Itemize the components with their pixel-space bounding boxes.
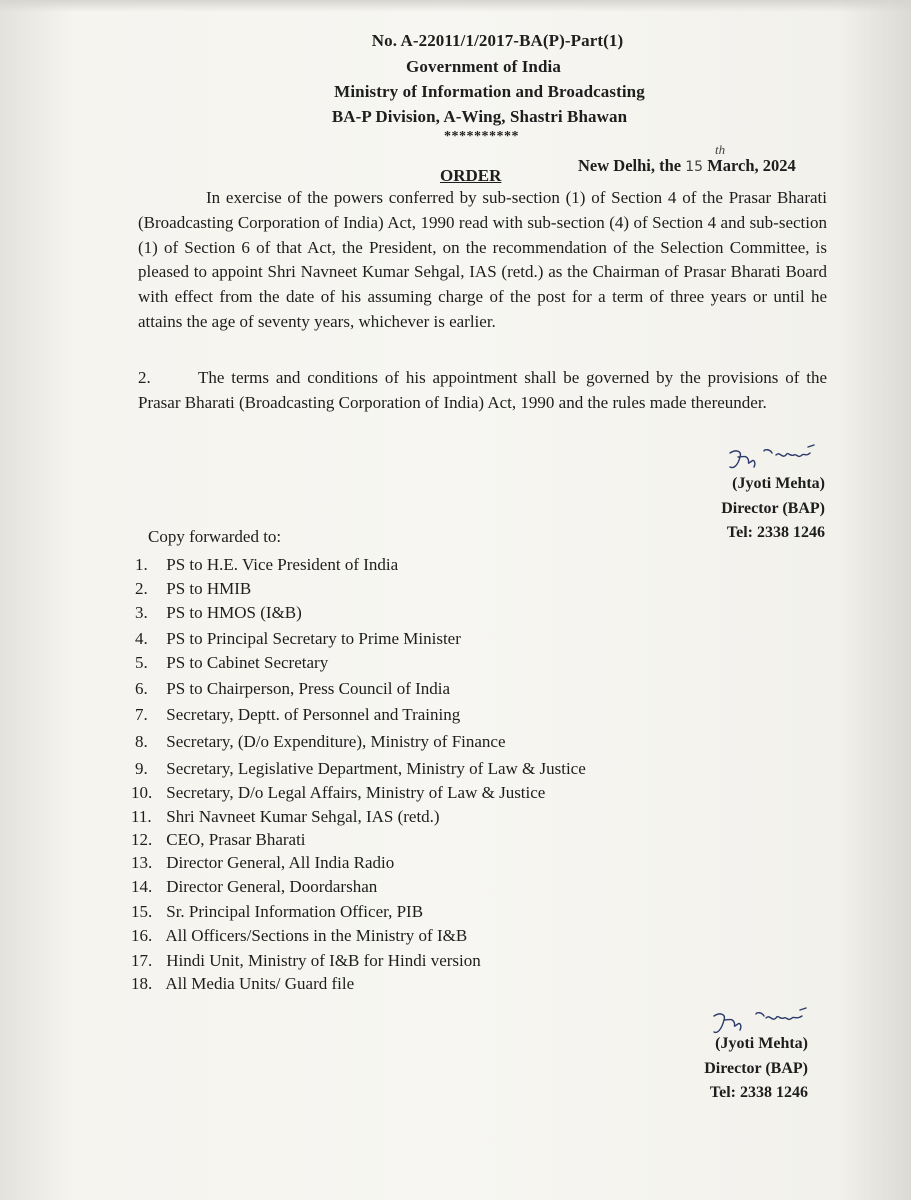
copy-forwarded-heading: Copy forwarded to: xyxy=(148,527,282,546)
government-line: Government of India xyxy=(406,57,561,76)
list-item: 14. Director General, Doordarshan xyxy=(131,877,378,896)
ministry-line: Ministry of Information and Broadcasting xyxy=(334,82,645,101)
list-item: 10. Secretary, D/o Legal Affairs, Ministry of Law & Justice xyxy=(131,783,546,802)
signature-block-2 xyxy=(704,1032,808,1106)
signatory-tel: Tel: 2338 1246 xyxy=(726,524,825,541)
list-item: 2. PS to HMIB xyxy=(135,579,252,598)
order-title: ORDER xyxy=(440,166,502,185)
list-item: 7. Secretary, Deptt. of Personnel and Training xyxy=(135,705,461,724)
signatory-designation: Director (BAP) xyxy=(721,499,825,517)
list-item: 15. Sr. Principal Information Officer, PIB xyxy=(131,902,424,921)
list-item: 5. PS to Cabinet Secretary xyxy=(135,653,329,672)
date-day-suffix: th xyxy=(715,142,726,157)
list-item: 9. Secretary, Legislative Department, Ministry of Law & Justice xyxy=(135,759,586,778)
list-item: 1. PS to H.E. Vice President of India xyxy=(135,555,399,574)
list-item: 3. PS to HMOS (I&B) xyxy=(135,603,302,622)
list-item: 12. CEO, Prasar Bharati xyxy=(131,830,306,849)
paragraph-2 xyxy=(138,366,827,416)
signatory-name: (Jyoti Mehta) xyxy=(732,475,825,492)
date-month-year: March, 2024 xyxy=(707,156,796,175)
header-separator: ********** xyxy=(444,129,519,144)
list-item: 13. Director General, All India Radio xyxy=(131,853,395,872)
list-item: 18. All Media Units/ Guard file xyxy=(131,974,355,993)
paragraph-2-number: 2. xyxy=(138,368,151,387)
file-number: No. A-22011/1/2017-BA(P)-Part(1) xyxy=(371,31,624,50)
list-item: 4. PS to Principal Secretary to Prime Minister xyxy=(135,629,461,648)
list-item: 11. Shri Navneet Kumar Sehgal, IAS (retd.) xyxy=(131,807,440,826)
date-prefix: New Delhi, the xyxy=(578,156,682,175)
list-item: 6. PS to Chairperson, Press Council of India xyxy=(135,679,451,698)
order-date xyxy=(578,142,838,176)
division-line: BA-P Division, A-Wing, Shastri Bhawan xyxy=(331,107,628,126)
signatory-tel: Tel: 2338 1246 xyxy=(709,1084,808,1101)
signatory-name: (Jyoti Mehta) xyxy=(715,1035,808,1052)
date-day: 15 xyxy=(685,159,704,175)
list-item: 8. Secretary, (D/o Expenditure), Ministry of Finance xyxy=(135,732,506,751)
page-edge-shadow xyxy=(0,0,911,12)
signature-block-1 xyxy=(721,472,825,546)
list-item: 17. Hindi Unit, Ministry of I&B for Hindi version xyxy=(131,951,481,970)
paragraph-1: In exercise of the powers conferred by sub-section (1) of Section 4 of the Prasar Bharati (Broadcasting Corporation of India) Act, 1990 read with sub-section (4) of Section 4 and sub-section (1) of Section 6 of that Act, the President, on the recommendation of the Selection Committee, is pleased to appoint Shri Navneet Kumar Sehgal, IAS (retd.) as the Chairman of Prasar Bharati Board with effect from the date of his assuming charge of the post for a term of three years or until he attains the age of seventy years, whichever is earlier. xyxy=(138,188,827,331)
signatory-designation: Director (BAP) xyxy=(704,1059,808,1077)
list-item: 16. All Officers/Sections in the Ministry of I&B xyxy=(131,926,468,945)
paragraph-2-text: The terms and conditions of his appointment shall be governed by the provisions of the Prasar Bharati (Broadcasting Corporation of India) Act, 1990 and the rules made thereunder. xyxy=(138,368,827,412)
